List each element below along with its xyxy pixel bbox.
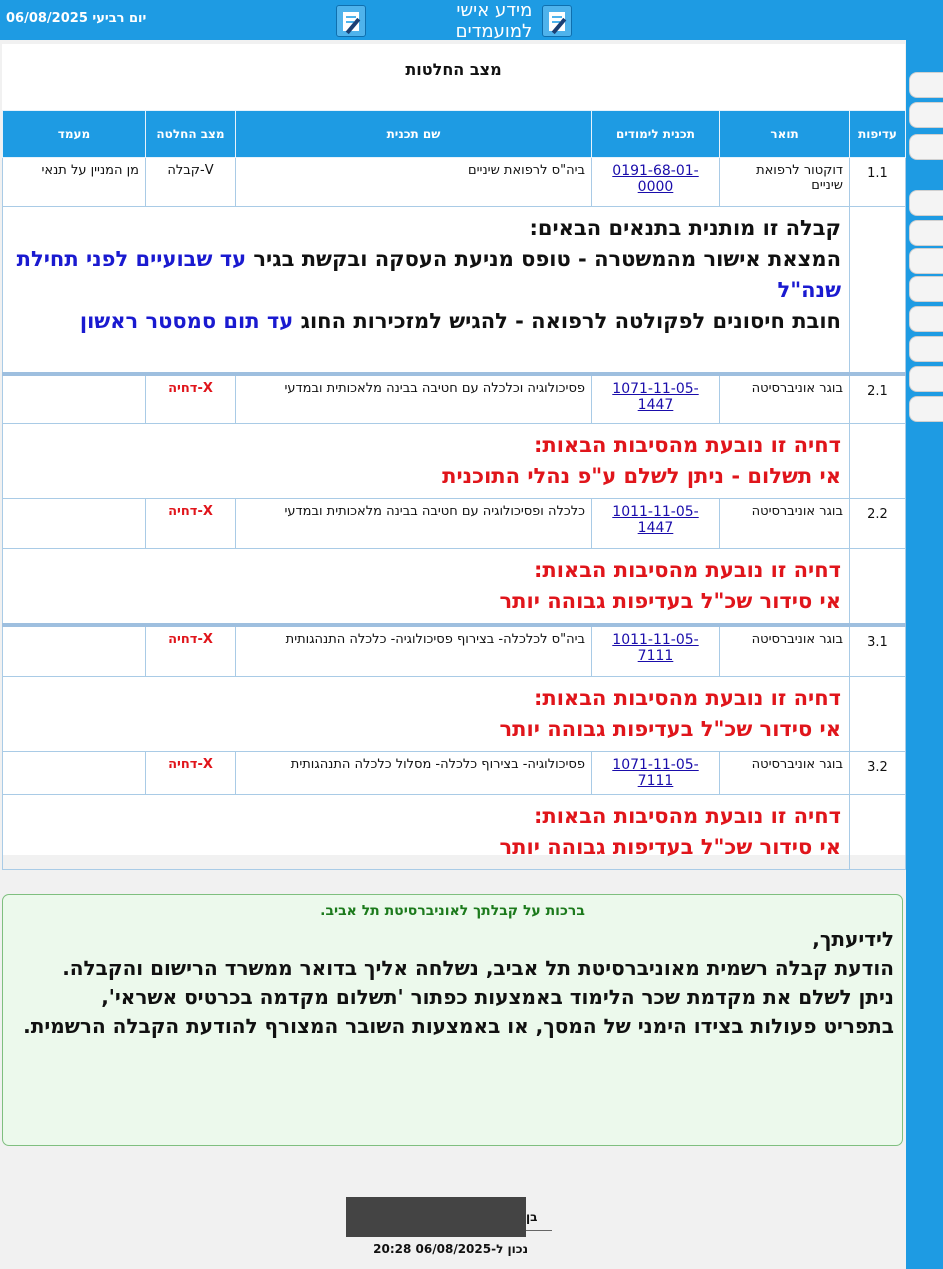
program-code-link[interactable]: 1071-11-05-7111 bbox=[612, 756, 699, 789]
decisions-table bbox=[2, 110, 906, 870]
table-row bbox=[3, 158, 906, 207]
side-menu-tab[interactable] bbox=[909, 134, 943, 160]
acceptance-conditions bbox=[3, 207, 850, 374]
program-code-cell bbox=[592, 374, 720, 424]
decision-cell: X-דחיה bbox=[146, 499, 236, 549]
rejection-note-row bbox=[3, 676, 906, 751]
column-header-program-code: תכנית לימודים bbox=[592, 111, 720, 158]
message-paragraph: בתפריט פעולות בצידו הימני של המסך, או באמצעות השובר המצורף להודעת הקבלה הרשמית. bbox=[23, 1014, 894, 1038]
program-code-link[interactable]: 0191-68-01-0000 bbox=[612, 163, 699, 195]
footer-label: בן bbox=[526, 1210, 538, 1224]
side-menu-tab[interactable] bbox=[909, 366, 943, 392]
priority-cell: 3.1 bbox=[850, 625, 906, 676]
rejection-reasons bbox=[3, 549, 850, 626]
side-menu-tab[interactable] bbox=[909, 276, 943, 302]
candidate-status-cell bbox=[3, 374, 146, 424]
side-menu-tab[interactable] bbox=[909, 396, 943, 422]
rejection-reason: אי סידור שכ"ל בעדיפות גבוהה יותר bbox=[499, 589, 841, 613]
decision-cell: X-דחיה bbox=[146, 374, 236, 424]
condition-deadline: עד תום סמסטר ראשון bbox=[79, 309, 294, 333]
decision-cell: X-דחיה bbox=[146, 625, 236, 676]
rejection-heading: דחיה זו נובעת מהסיבות הבאות: bbox=[533, 433, 841, 457]
condition-item: המצאת אישור מהמשטרה - טופס מניעת העסקה ובקשת בגיר עד שבועיים לפני תחילת שנה"ל bbox=[16, 247, 841, 302]
decisions-panel bbox=[2, 44, 905, 859]
program-name-cell: כלכלה ופסיכולוגיה עם חטיבה בבינה מלאכותית ובמדעי bbox=[236, 499, 592, 549]
side-menu-tab[interactable] bbox=[909, 102, 943, 128]
table-row bbox=[3, 499, 906, 549]
side-menu-tab[interactable] bbox=[909, 306, 943, 332]
rejection-heading: דחיה זו נובעת מהסיבות הבאות: bbox=[533, 685, 841, 710]
rejection-heading: דחיה זו נובעת מהסיבות הבאות: bbox=[533, 803, 841, 828]
rejection-reason: אי סידור שכ"ל בעדיפות גבוהה יותר bbox=[499, 834, 841, 859]
congrats-text: ברכות על קבלתך לאוניברסיטת תל אביב. bbox=[320, 903, 585, 919]
degree-cell: בוגר אוניברסיטה bbox=[720, 374, 850, 424]
app-title[interactable] bbox=[330, 0, 578, 42]
rejection-reasons bbox=[3, 794, 850, 869]
decision-cell: X-דחיה bbox=[146, 751, 236, 794]
rejection-note-row bbox=[3, 549, 906, 626]
current-date: יום רביעי 06/08/2025 bbox=[6, 11, 147, 26]
program-code-link[interactable]: 1011-11-05-7111 bbox=[612, 632, 699, 664]
last-updated: נכון ל-06/08/2025 20:28 bbox=[373, 1242, 528, 1256]
program-code-link[interactable]: 1011-11-05-1447 bbox=[612, 504, 699, 536]
candidate-status-cell bbox=[3, 499, 146, 549]
priority-cell: 2.1 bbox=[850, 374, 906, 424]
table-row bbox=[3, 751, 906, 794]
program-name-cell: ביה"ס לרפואת שיניים bbox=[236, 158, 592, 207]
rejection-reason: אי תשלום - ניתן לשלם ע"פ נהלי התוכנית bbox=[442, 464, 841, 488]
degree-cell: דוקטור לרפואת שיניים bbox=[720, 158, 850, 207]
candidate-status-cell bbox=[3, 751, 146, 794]
table-header-row bbox=[3, 111, 906, 158]
message-paragraph: הודעת קבלה רשמית מאוניברסיטת תל אביב, נשלחה אליך בדואר ממשרד הרישום והקבלה. bbox=[62, 956, 894, 980]
table-row bbox=[3, 625, 906, 676]
column-header-program-name: שם תכנית bbox=[236, 111, 592, 158]
top-bar bbox=[0, 0, 943, 40]
side-menu bbox=[906, 40, 943, 1269]
program-name-cell: פסיכולוגיה- בצירוף כלכלה- מסלול כלכלה התנהגותית bbox=[236, 751, 592, 794]
rejection-reasons bbox=[3, 676, 850, 751]
condition-item: חובת חיסונים לפקולטה לרפואה - להגיש למזכירות החוג עד תום סמסטר ראשון bbox=[79, 309, 841, 333]
edit-document-icon bbox=[336, 5, 366, 37]
edit-document-icon bbox=[542, 5, 572, 37]
side-menu-tab[interactable] bbox=[909, 72, 943, 98]
message-paragraph: ניתן לשלם את מקדמת שכר הלימוד באמצעות כפתור 'תשלום מקדמה בכרטיס אשראי', bbox=[101, 985, 894, 1009]
rejection-reason: אי סידור שכ"ל בעדיפות גבוהה יותר bbox=[499, 716, 841, 741]
rejection-reasons bbox=[3, 424, 850, 499]
degree-cell: בוגר אוניברסיטה bbox=[720, 625, 850, 676]
degree-cell: בוגר אוניברסיטה bbox=[720, 499, 850, 549]
rejection-note-row bbox=[3, 424, 906, 499]
column-header-candidate-status: מעמד bbox=[3, 111, 146, 158]
candidate-status-cell: מן המניין על תנאי bbox=[3, 158, 146, 207]
degree-cell: בוגר אוניברסיטה bbox=[720, 751, 850, 794]
decision-cell: V-קבלה bbox=[146, 158, 236, 207]
condition-note-row bbox=[3, 207, 906, 374]
rejection-heading: דחיה זו נובעת מהסיבות הבאות: bbox=[533, 558, 841, 582]
conditions-heading: קבלה זו מותנית בתנאים הבאים: bbox=[529, 216, 841, 240]
side-menu-tab[interactable] bbox=[909, 336, 943, 362]
column-header-degree: תואר bbox=[720, 111, 850, 158]
program-code-cell bbox=[592, 625, 720, 676]
acceptance-message-box bbox=[2, 894, 903, 1146]
side-menu-tab[interactable] bbox=[909, 190, 943, 216]
program-code-link[interactable]: 1071-11-05-1447 bbox=[612, 380, 699, 413]
side-menu-tab[interactable] bbox=[909, 220, 943, 246]
page-title: מצב החלטות bbox=[405, 60, 502, 79]
redacted-block bbox=[346, 1197, 526, 1237]
condition-deadline: עד שבועיים לפני תחילת שנה"ל bbox=[16, 247, 841, 302]
table-row bbox=[3, 374, 906, 424]
program-name-cell: פסיכולוגיה וכלכלה עם חטיבה בבינה מלאכותית ובמדעי bbox=[236, 374, 592, 424]
program-code-cell bbox=[592, 158, 720, 207]
priority-cell: 3.2 bbox=[850, 751, 906, 794]
column-header-decision-status: מצב החלטה bbox=[146, 111, 236, 158]
column-header-priority: עדיפות bbox=[850, 111, 906, 158]
side-menu-tab[interactable] bbox=[909, 248, 943, 274]
priority-cell: 1.1 bbox=[850, 158, 906, 207]
message-greeting: לידיעתך, bbox=[812, 927, 894, 951]
rejection-note-row bbox=[3, 794, 906, 869]
priority-cell: 2.2 bbox=[850, 499, 906, 549]
program-name-cell: ביה"ס לכלכלה- בצירוף פסיכולוגיה- כלכלה התנהגותית bbox=[236, 625, 592, 676]
message-body bbox=[3, 919, 902, 1041]
app-title-text: מידע אישי למועמדים bbox=[455, 0, 533, 42]
program-code-cell bbox=[592, 499, 720, 549]
program-code-cell bbox=[592, 751, 720, 794]
candidate-status-cell bbox=[3, 625, 146, 676]
